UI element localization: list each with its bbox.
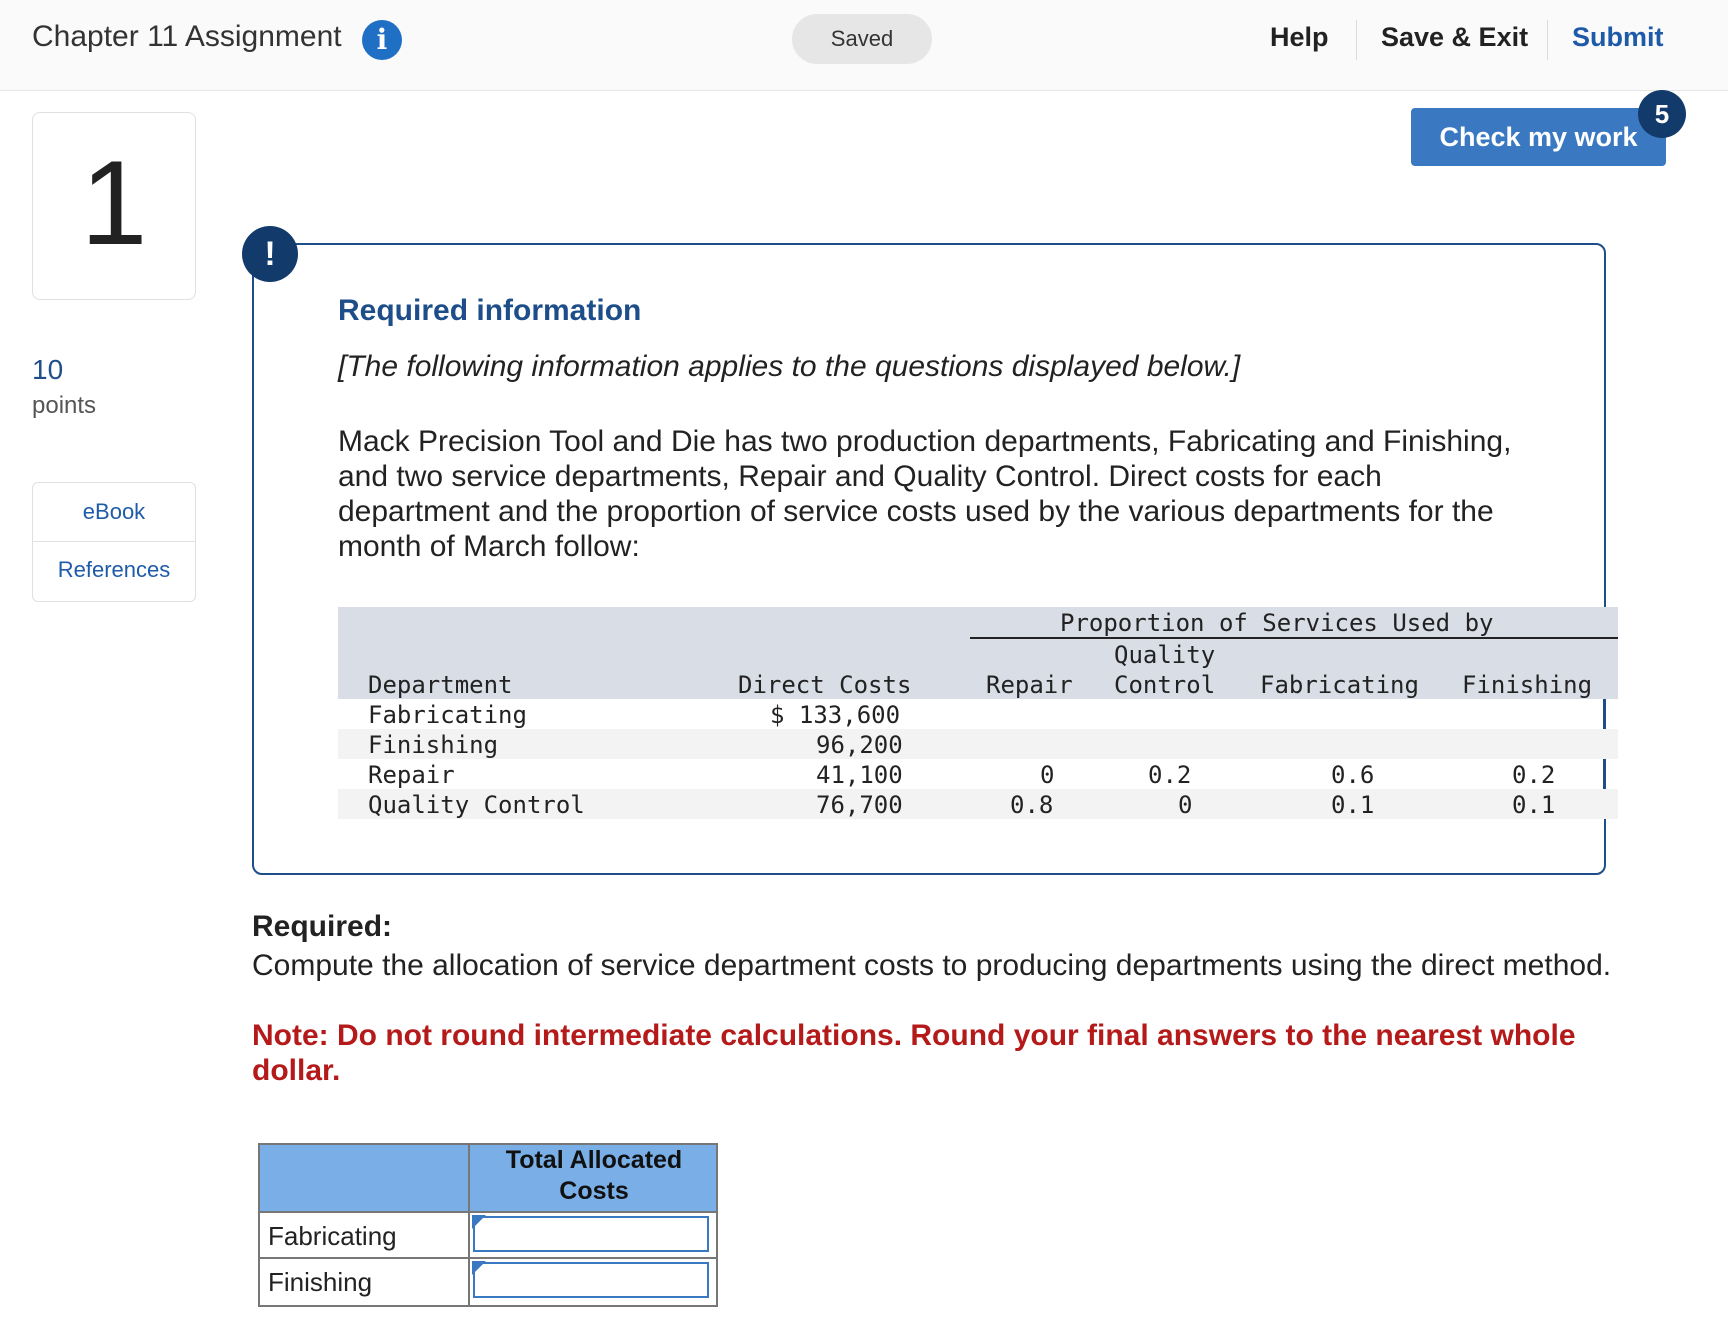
total-allocated-costs-header xyxy=(468,1145,718,1211)
finishing-total-input[interactable] xyxy=(473,1262,709,1298)
question-number: 1 xyxy=(80,136,148,270)
cost-data-table xyxy=(338,607,1618,821)
references-link[interactable]: References xyxy=(57,557,171,582)
row-fabricating-proportion: 0.6 xyxy=(1331,761,1375,789)
points-value: 10 xyxy=(32,354,64,385)
required-instructions: Compute the allocation of service department costs to producing departments using the direct method. xyxy=(252,949,1612,982)
row-finishing-proportion: 0.1 xyxy=(1512,791,1556,819)
row-direct-costs: 76,700 xyxy=(816,791,903,819)
fabricating-total-input[interactable] xyxy=(473,1216,709,1252)
row-qc-proportion: 0 xyxy=(1178,791,1193,819)
col-header-control: Control xyxy=(1114,671,1216,699)
question-number-card xyxy=(32,112,196,300)
row-qc-proportion: 0.2 xyxy=(1148,761,1192,789)
resource-links xyxy=(32,482,196,602)
group-header-underline xyxy=(970,637,1618,639)
top-bar xyxy=(0,0,1728,91)
row-fabricating-proportion: 0.1 xyxy=(1331,791,1375,819)
row-department: Finishing xyxy=(368,731,499,759)
alert-icon: ! xyxy=(242,226,298,282)
header-divider xyxy=(1356,20,1357,60)
col-header-repair: Repair xyxy=(986,671,1073,699)
assignment-title: Chapter 11 Assignment xyxy=(32,20,342,53)
col-header-finishing: Finishing xyxy=(1462,671,1593,699)
required-info-title: Required information xyxy=(338,294,642,327)
check-my-work-button[interactable]: Check my work xyxy=(1411,108,1666,166)
row-department: Repair xyxy=(368,761,455,789)
col-header-department: Department xyxy=(368,671,513,699)
answer-cell xyxy=(468,1213,716,1259)
answer-row-label: Fabricating xyxy=(268,1221,397,1251)
points-label: points xyxy=(32,392,97,419)
row-direct-costs: $ 133,600 xyxy=(770,701,901,729)
row-finishing-proportion: 0.2 xyxy=(1512,761,1556,789)
header-line-2: Costs xyxy=(559,1177,629,1205)
col-header-quality: Quality xyxy=(1114,641,1216,669)
answer-row-finishing xyxy=(260,1257,716,1305)
resource-divider xyxy=(33,541,195,542)
required-info-paragraph: Mack Precision Tool and Die has two production departments, Fabricating and Finishing, and two service departments, Repair and Quality Control. Direct costs for each department and the proportion of service costs used by the various departments for the month of March follow: xyxy=(338,425,1512,563)
row-repair-proportion: 0.8 xyxy=(1010,791,1054,819)
rounding-note: Note: Do not round intermediate calculations. Round your final answers to the nearest whole dollar. xyxy=(252,1019,1576,1087)
answer-table xyxy=(258,1143,718,1307)
row-department: Quality Control xyxy=(368,791,585,819)
answer-cell xyxy=(468,1259,716,1305)
ebook-link[interactable]: eBook xyxy=(82,499,146,524)
answer-row-fabricating xyxy=(260,1211,716,1259)
saved-status-badge: Saved xyxy=(792,14,932,64)
group-header: Proportion of Services Used by xyxy=(1060,609,1494,637)
input-marker-icon xyxy=(472,1215,486,1229)
input-marker-icon xyxy=(472,1261,486,1275)
answer-row-label: Finishing xyxy=(268,1267,373,1297)
row-direct-costs: 41,100 xyxy=(816,761,903,789)
col-header-direct-costs: Direct Costs xyxy=(738,671,912,699)
card-border-segment xyxy=(1603,759,1605,789)
required-info-subtitle: [The following information applies to the questions displayed below.] xyxy=(338,350,1241,383)
info-icon[interactable]: i xyxy=(362,20,402,60)
row-direct-costs: 96,200 xyxy=(816,731,903,759)
required-label: Required: xyxy=(252,910,393,943)
header-divider xyxy=(1547,20,1548,60)
table-row-band xyxy=(338,729,1618,759)
attempts-badge: 5 xyxy=(1638,90,1686,138)
card-border-segment xyxy=(1603,699,1605,729)
header-line-1: Total Allocated xyxy=(505,1146,683,1174)
row-repair-proportion: 0 xyxy=(1040,761,1055,789)
save-and-exit-button[interactable]: Save & Exit xyxy=(1381,22,1529,52)
help-button[interactable]: Help xyxy=(1270,22,1329,52)
row-department: Fabricating xyxy=(368,701,527,729)
col-header-fabricating: Fabricating xyxy=(1260,671,1419,699)
submit-button[interactable]: Submit xyxy=(1572,22,1664,52)
